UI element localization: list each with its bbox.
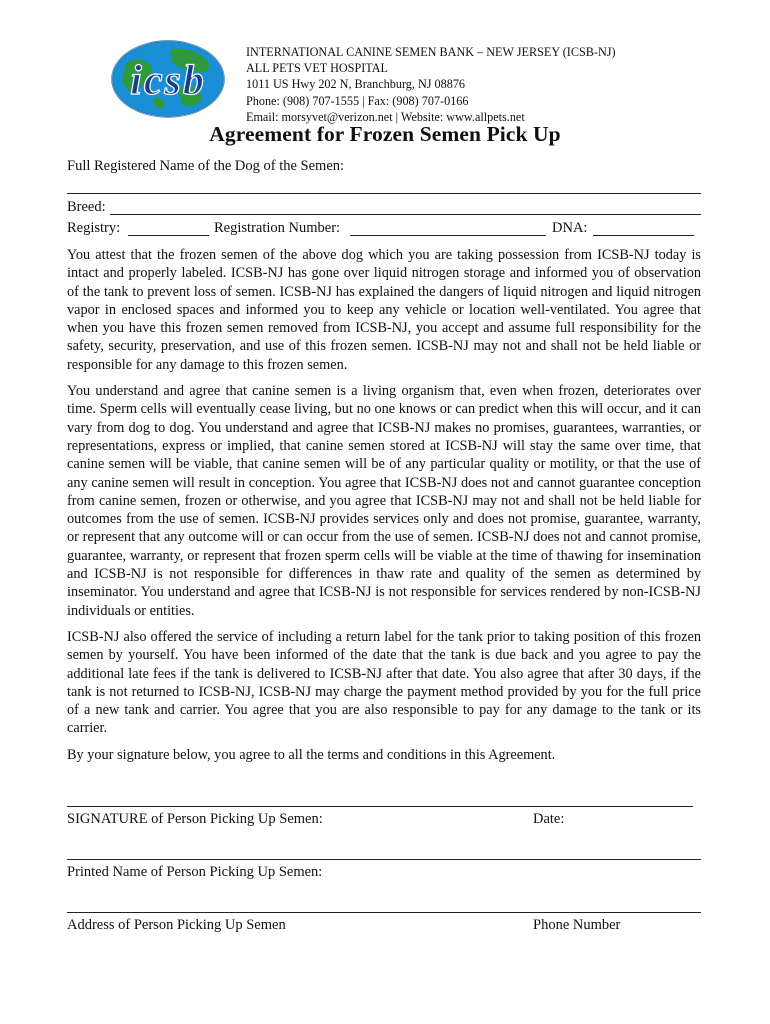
page-title: Agreement for Frozen Semen Pick Up <box>209 122 561 146</box>
printed-name-field[interactable] <box>67 859 701 860</box>
breed-label: Breed: <box>67 199 106 215</box>
dna-field[interactable] <box>593 235 694 236</box>
registry-field[interactable] <box>128 235 209 236</box>
registration-number-field[interactable] <box>350 235 546 236</box>
signature-field[interactable] <box>67 806 693 807</box>
logo-text: icsb <box>130 58 206 104</box>
hospital-name: ALL PETS VET HOSPITAL <box>246 61 389 76</box>
printed-name-label: Printed Name of Person Picking Up Semen: <box>67 864 323 880</box>
letterhead <box>246 44 616 125</box>
registration-number-label: Registration Number: <box>214 220 341 236</box>
paragraph-liability: You attest that the frozen semen of the above dog which you are taking possession from ICSB-NJ today is intact and properly labeled. ICSB-NJ has gone over liquid nitrogen storage and informed you of observation of the tank to prevent loss of semen. ICSB-NJ has explained the dangers of liquid nitrogen and liquid nitrogen vapor in enclosed spaces and informed you to keep any vehicle or location well-ventilated. You agree that when you have this frozen semen removed from ICSB-NJ, you accept and assume full responsibility for the safety, security, preservation, and use of this frozen semen. ICSB-NJ may not and shall not be held liable or responsible for any damage to this frozen semen. <box>67 247 701 373</box>
paragraph-no-guarantee: You understand and agree that canine semen is a living organism that, even when frozen, deteriorates over time. Sperm cells will eventually cease living, but no one knows or can predict when this will occur, and it can vary from dog to dog. You understand and agree that ICSB-NJ makes no promises, guarantees, warranties, or representations, express or implied, that canine semen stored at ICSB-NJ will stay the same over time, that canine semen will be viable, that canine semen will be of any particular quality or motility, or that the use of any canine semen will result in conception. You agree that ICSB-NJ does not and cannot guarantee conception from canine semen, frozen or otherwise, and you agree that ICSB-NJ may not and shall not be held liable for outcomes from the use of semen. ICSB-NJ provides services only and does not promise, guarantee, warranty, or represent that any outcome will or can occur from the use of semen. ICSB-NJ does not and cannot promise, guarantee, warranty, or represent that frozen sperm cells will be viable at the time of thawing for insemination and ICSB-NJ is not responsible for differences in thaw rate and quality of the semen as determined by inseminator. You understand and agree that ICSB-NJ is not responsible for services rendered by non-ICSB-NJ individuals or entities. <box>67 383 701 619</box>
address-label: Address of Person Picking Up Semen <box>67 917 286 933</box>
breed-field[interactable] <box>110 214 701 215</box>
dog-name-label: Full Registered Name of the Dog of the Semen: <box>67 158 345 174</box>
address-field[interactable] <box>67 912 701 913</box>
email-website: Email: morsyvet@verizon.net | Website: www.allpets.net <box>246 109 525 124</box>
registry-label: Registry: <box>67 220 121 236</box>
icsb-logo <box>108 38 228 120</box>
dna-label: DNA: <box>552 220 588 236</box>
date-label: Date: <box>533 811 565 827</box>
paragraph-consent: By your signature below, you agree to all the terms and conditions in this Agreement. <box>67 746 556 763</box>
paragraph-tank-return: ICSB-NJ also offered the service of including a return label for the tank prior to taking position of this frozen semen by yourself. You have been informed of the date that the tank is due back and you agree to pay the additional late fees if the tank is delivered to ICSB-NJ after that date. You also agree that after 30 days, if the tank is not returned to ICSB-NJ, ICSB-NJ may charge the payment method provided by you for the full price of a new tank and carrier. You agree that you are also responsible to pay for any damage to the tank or its carrier. <box>67 628 701 737</box>
dog-name-field[interactable] <box>67 193 701 194</box>
agreement-body <box>67 246 701 772</box>
phone-fax: Phone: (908) 707-1555 | Fax: (908) 707-0166 <box>246 93 469 108</box>
address: 1011 US Hwy 202 N, Branchburg, NJ 08876 <box>246 77 466 92</box>
signature-label: SIGNATURE of Person Picking Up Semen: <box>67 811 323 827</box>
phone-number-label: Phone Number <box>533 917 621 933</box>
org-name: INTERNATIONAL CANINE SEMEN BANK – NEW JERSEY (ICSB-NJ) <box>246 45 616 59</box>
